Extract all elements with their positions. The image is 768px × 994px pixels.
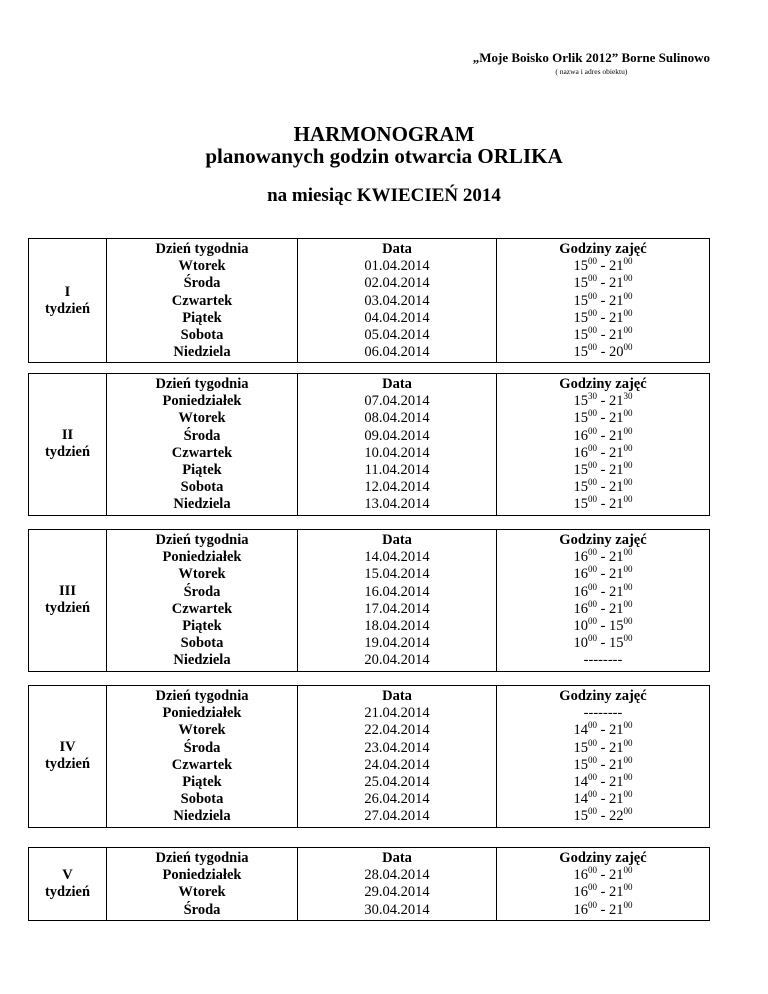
week-number: I <box>64 283 71 300</box>
day-cell: Piątek <box>182 773 222 790</box>
day-cell: Piątek <box>182 617 222 634</box>
hours-header: Godziny zajęć <box>559 376 647 392</box>
week-row <box>29 239 710 363</box>
day-column <box>107 848 298 921</box>
hours-cell: $16^{00} - 21^{00}$ <box>573 425 633 444</box>
hours-cell: $14^{00} - 21^{00}$ <box>573 720 633 739</box>
day-header: Dzień tygodnia <box>155 241 249 257</box>
hours-cell: $15^{00} - 21^{00}$ <box>573 256 633 275</box>
week-table <box>28 529 710 672</box>
week-table <box>28 685 710 828</box>
date-header: Data <box>382 688 412 704</box>
date-column <box>298 530 497 672</box>
date-cell: 20.04.2014 <box>364 652 430 669</box>
date-cell: 29.04.2014 <box>364 884 430 901</box>
week-word: tydzień <box>44 444 91 461</box>
hours-cell: $15^{00} - 21^{00}$ <box>573 408 633 427</box>
hours-cell: $16^{00} - 21^{00}$ <box>573 564 633 583</box>
week-row <box>29 848 710 921</box>
date-cell: 25.04.2014 <box>364 773 430 790</box>
week-row <box>29 686 710 828</box>
hours-cell: $16^{00} - 21^{00}$ <box>573 598 633 617</box>
hours-cell: $15^{00} - 21^{00}$ <box>573 324 633 343</box>
day-header: Dzień tygodnia <box>155 850 249 866</box>
day-cell: Niedziela <box>173 652 231 669</box>
date-header: Data <box>382 376 412 392</box>
date-cell: 02.04.2014 <box>364 275 430 292</box>
hours-cell: $16^{00} - 21^{00}$ <box>573 899 633 918</box>
hours-cell: $14^{00} - 21^{00}$ <box>573 789 633 808</box>
day-cell: Poniedziałek <box>162 705 242 722</box>
day-cell: Czwartek <box>171 292 233 309</box>
hours-column <box>497 848 710 921</box>
date-header: Data <box>382 241 412 257</box>
date-cell: 07.04.2014 <box>364 393 430 410</box>
day-cell: Środa <box>183 901 221 918</box>
day-cell: Wtorek <box>178 410 226 427</box>
date-cell: 08.04.2014 <box>364 410 430 427</box>
date-cell: 17.04.2014 <box>364 600 430 617</box>
day-cell: Sobota <box>180 791 224 808</box>
week-table <box>28 847 710 921</box>
day-cell: Czwartek <box>171 756 233 773</box>
date-cell: 01.04.2014 <box>364 258 430 275</box>
date-cell: 03.04.2014 <box>364 292 430 309</box>
date-cell: 21.04.2014 <box>364 705 430 722</box>
week-number: IV <box>59 739 76 756</box>
hours-cell: $16^{00} - 21^{00}$ <box>573 547 633 566</box>
week-table <box>28 238 710 363</box>
day-header: Dzień tygodnia <box>155 688 249 704</box>
date-header: Data <box>382 850 412 866</box>
date-cell: 12.04.2014 <box>364 479 430 496</box>
day-cell: Sobota <box>180 479 224 496</box>
day-cell: Sobota <box>180 326 224 343</box>
hours-column <box>497 686 710 828</box>
date-header: Data <box>382 532 412 548</box>
week-row <box>29 374 710 516</box>
date-column <box>298 848 497 921</box>
date-cell: 05.04.2014 <box>364 326 430 343</box>
hours-cell: $15^{00} - 21^{00}$ <box>573 754 633 773</box>
hours-cell: $15^{00} - 21^{00}$ <box>573 307 633 326</box>
day-cell: Czwartek <box>171 600 233 617</box>
day-cell: Sobota <box>180 635 224 652</box>
date-column <box>298 374 497 516</box>
hours-cell: $15^{30} - 21^{30}$ <box>573 391 633 410</box>
date-column <box>298 239 497 363</box>
day-cell: Wtorek <box>178 884 226 901</box>
facility-name: „Moje Boisko Orlik 2012” Borne Sulinowo <box>472 50 710 65</box>
date-cell: 15.04.2014 <box>364 566 430 583</box>
date-cell: 06.04.2014 <box>364 344 430 361</box>
hours-header: Godziny zajęć <box>559 532 647 548</box>
day-cell: Poniedziałek <box>162 867 242 884</box>
date-cell: 19.04.2014 <box>364 635 430 652</box>
hours-column <box>497 374 710 516</box>
hours-cell: $15^{00} - 21^{00}$ <box>573 494 633 513</box>
week-word: tydzień <box>44 300 91 317</box>
day-cell: Piątek <box>182 309 222 326</box>
hours-cell: $16^{00} - 21^{00}$ <box>573 865 633 884</box>
title-line-1: HARMONOGRAM <box>293 122 475 146</box>
day-column <box>107 530 298 672</box>
day-column <box>107 686 298 828</box>
date-cell: 28.04.2014 <box>364 867 430 884</box>
hours-cell: $15^{00} - 21^{00}$ <box>573 459 633 478</box>
week-table <box>28 373 710 516</box>
day-cell: Wtorek <box>178 258 226 275</box>
week-label <box>29 848 107 921</box>
week-label <box>29 239 107 363</box>
hours-cell: $15^{00} - 21^{00}$ <box>573 290 633 309</box>
day-column <box>107 239 298 363</box>
week-word: tydzień <box>44 883 91 900</box>
hours-cell: -------- <box>583 705 623 722</box>
week-word: tydzień <box>44 756 91 773</box>
hours-column <box>497 530 710 672</box>
hours-header: Godziny zajęć <box>559 850 647 866</box>
date-cell: 14.04.2014 <box>364 549 430 566</box>
hours-cell: $10^{00} - 15^{00}$ <box>573 633 633 652</box>
day-cell: Piątek <box>182 461 222 478</box>
hours-column <box>497 239 710 363</box>
date-cell: 22.04.2014 <box>364 722 430 739</box>
hours-cell: $16^{00} - 21^{00}$ <box>573 581 633 600</box>
hours-cell: $16^{00} - 21^{00}$ <box>573 882 633 901</box>
hours-cell: $14^{00} - 21^{00}$ <box>573 771 633 790</box>
hours-cell: $15^{00} - 20^{00}$ <box>573 342 633 361</box>
date-cell: 10.04.2014 <box>364 444 430 461</box>
date-cell: 09.04.2014 <box>364 427 430 444</box>
facility-hint: ( nazwa i adres obiektu) <box>555 67 628 76</box>
title-line-2: planowanych godzin otwarcia ORLIKA <box>205 144 563 168</box>
month-subtitle: na miesiąc KWIECIEŃ 2014 <box>267 185 501 206</box>
date-cell: 27.04.2014 <box>364 808 430 825</box>
day-cell: Środa <box>183 427 221 444</box>
day-cell: Niedziela <box>173 496 231 513</box>
date-cell: 11.04.2014 <box>364 461 430 478</box>
date-cell: 23.04.2014 <box>364 739 430 756</box>
week-word: tydzień <box>44 600 91 617</box>
week-label <box>29 374 107 516</box>
week-number: II <box>61 427 74 444</box>
hours-cell: $16^{00} - 21^{00}$ <box>573 442 633 461</box>
day-column <box>107 374 298 516</box>
day-header: Dzień tygodnia <box>155 376 249 392</box>
date-column <box>298 686 497 828</box>
hours-header: Godziny zajęć <box>559 241 647 257</box>
week-row <box>29 530 710 672</box>
week-number: III <box>59 583 76 600</box>
date-cell: 13.04.2014 <box>364 496 430 513</box>
day-cell: Poniedziałek <box>162 549 242 566</box>
hours-cell: $15^{00} - 21^{00}$ <box>573 273 633 292</box>
date-cell: 04.04.2014 <box>364 309 430 326</box>
hours-header: Godziny zajęć <box>559 688 647 704</box>
day-cell: Poniedziałek <box>162 393 242 410</box>
day-cell: Niedziela <box>173 344 231 361</box>
day-header: Dzień tygodnia <box>155 532 249 548</box>
date-cell: 24.04.2014 <box>364 756 430 773</box>
date-cell: 18.04.2014 <box>364 617 430 634</box>
date-cell: 30.04.2014 <box>364 901 430 918</box>
day-cell: Wtorek <box>178 566 226 583</box>
week-label <box>29 530 107 672</box>
day-cell: Środa <box>183 739 221 756</box>
facility-header <box>473 50 710 76</box>
day-cell: Środa <box>183 583 221 600</box>
document-title <box>0 123 768 167</box>
date-cell: 16.04.2014 <box>364 583 430 600</box>
date-cell: 26.04.2014 <box>364 791 430 808</box>
hours-cell: $10^{00} - 15^{00}$ <box>573 615 633 634</box>
hours-cell: $15^{00} - 22^{00}$ <box>573 806 633 825</box>
hours-cell: $15^{00} - 21^{00}$ <box>573 737 633 756</box>
day-cell: Niedziela <box>173 808 231 825</box>
day-cell: Środa <box>183 275 221 292</box>
week-label <box>29 686 107 828</box>
hours-cell: -------- <box>583 652 623 669</box>
day-cell: Czwartek <box>171 444 233 461</box>
day-cell: Wtorek <box>178 722 226 739</box>
hours-cell: $15^{00} - 21^{00}$ <box>573 477 633 496</box>
week-number: V <box>62 866 73 883</box>
